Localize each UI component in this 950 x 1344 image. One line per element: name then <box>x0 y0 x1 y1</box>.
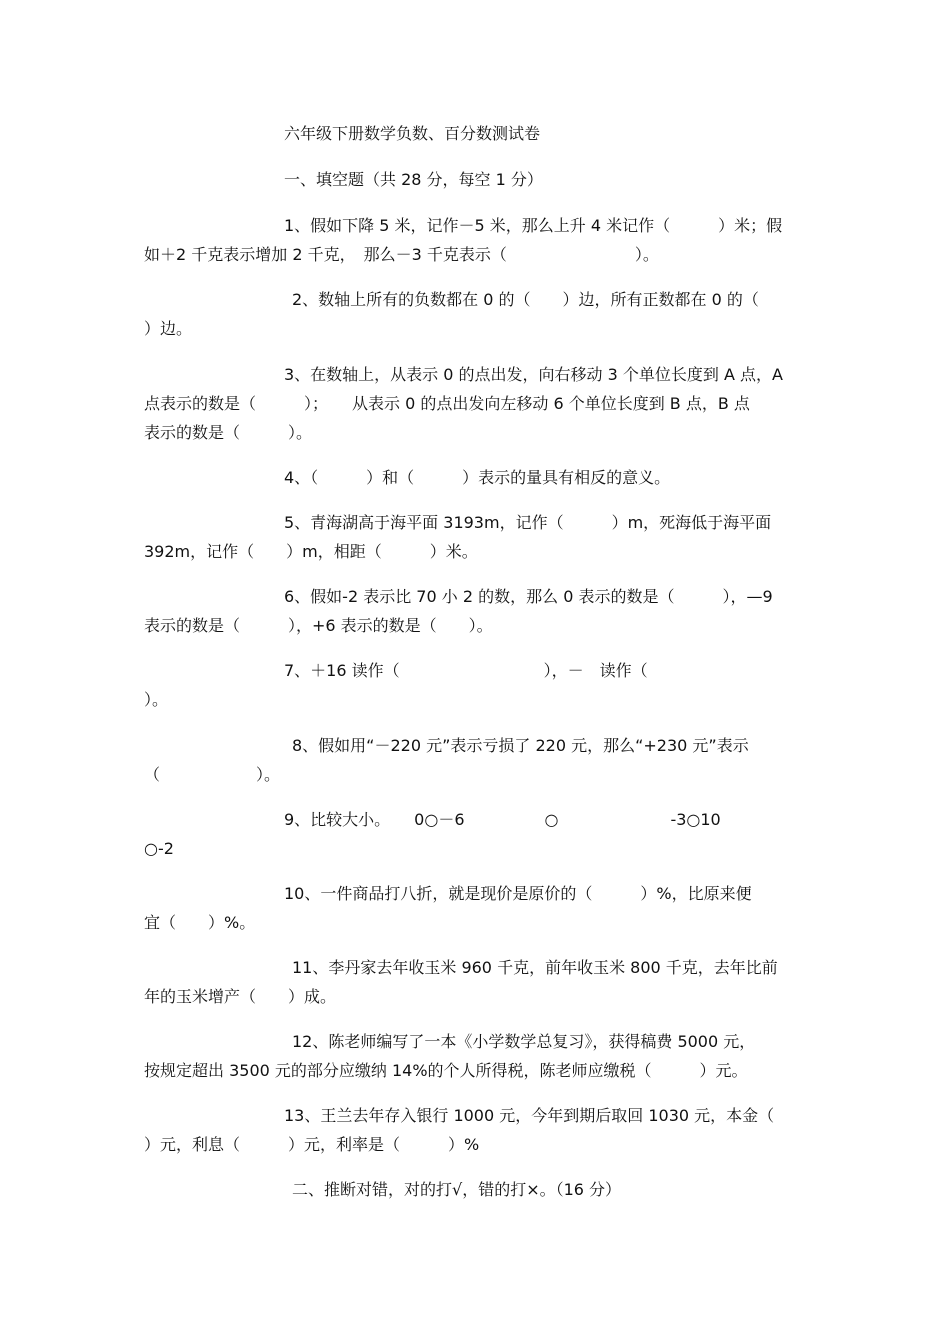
question-3-line-3: 表示的数是（ ）。 <box>144 423 313 442</box>
question-4-line-1: 4、（ ）和（ ）表示的量具有相反的意义。 <box>284 468 671 487</box>
question-9-line-2: ○-2 <box>144 839 174 858</box>
question-8-line-1: 8、假如用“－220 元”表示亏损了 220 元，那么“+230 元”表示 <box>292 736 749 755</box>
question-12-line-1: 12、陈老师编写了一本《小学数学总复习》，获得稿费 5000 元， <box>292 1032 756 1051</box>
question-11-line-2: 年的玉米增产（ ）成。 <box>144 987 337 1006</box>
question-1-line-1: 1、假如下降 5 米，记作－5 米，那么上升 4 米记作（ ）米；假 <box>284 216 783 235</box>
document-title: 六年级下册数学负数、百分数测试卷 <box>284 124 541 143</box>
section-2-heading: 二、推断对错，对的打√，错的打×。（16 分） <box>292 1180 622 1199</box>
question-9-line-1: 9、比较大小。 0○－6 ○ -3○10 <box>284 810 721 829</box>
question-10-line-2: 宜（ ）%。 <box>144 913 256 932</box>
question-10-line-1: 10、一件商品打八折，就是现价是原价的（ ）%，比原来便 <box>284 884 752 903</box>
question-8-line-2: （ ）。 <box>144 765 281 784</box>
question-2-line-2: ）边。 <box>144 319 193 338</box>
question-5-line-1: 5、青海湖高于海平面 3193m，记作（ ）m，死海低于海平面 <box>284 513 772 532</box>
section-1-heading: 一、填空题（共 28 分，每空 1 分） <box>284 170 543 189</box>
question-7-line-2: ）。 <box>144 690 169 709</box>
question-13-line-1: 13、王兰去年存入银行 1000 元，今年到期后取回 1030 元，本金（ <box>284 1106 775 1125</box>
question-3-line-1: 3、在数轴上，从表示 0 的点出发，向右移动 3 个单位长度到 A 点，A <box>284 365 783 384</box>
question-5-line-2: 392m，记作（ ）m，相距（ ）米。 <box>144 542 478 561</box>
question-11-line-1: 11、李丹家去年收玉米 960 千克，前年收玉米 800 千克，去年比前 <box>292 958 778 977</box>
question-1-line-2: 如＋2 千克表示增加 2 千克， 那么－3 千克表示（ ）。 <box>144 245 659 264</box>
question-7-line-1: 7、＋16 读作（ ），－ 读作（ <box>284 661 648 680</box>
question-6-line-1: 6、假如-2 表示比 70 小 2 的数，那么 0 表示的数是（ ），—9 <box>284 587 773 606</box>
question-3-line-2: 点表示的数是（ ）； 从表示 0 的点出发向左移动 6 个单位长度到 B 点，B 点 <box>144 394 750 413</box>
question-2-line-1: 2、数轴上所有的负数都在 0 的（ ）边，所有正数都在 0 的（ <box>292 290 759 309</box>
question-13-line-2: ）元，利息（ ）元，利率是（ ）% <box>144 1135 480 1154</box>
question-12-line-2: 按规定超出 3500 元的部分应缴纳 14%的个人所得税，陈老师应缴税（ ）元。 <box>144 1061 748 1080</box>
question-6-line-2: 表示的数是（ ），+6 表示的数是（ ）。 <box>144 616 493 635</box>
